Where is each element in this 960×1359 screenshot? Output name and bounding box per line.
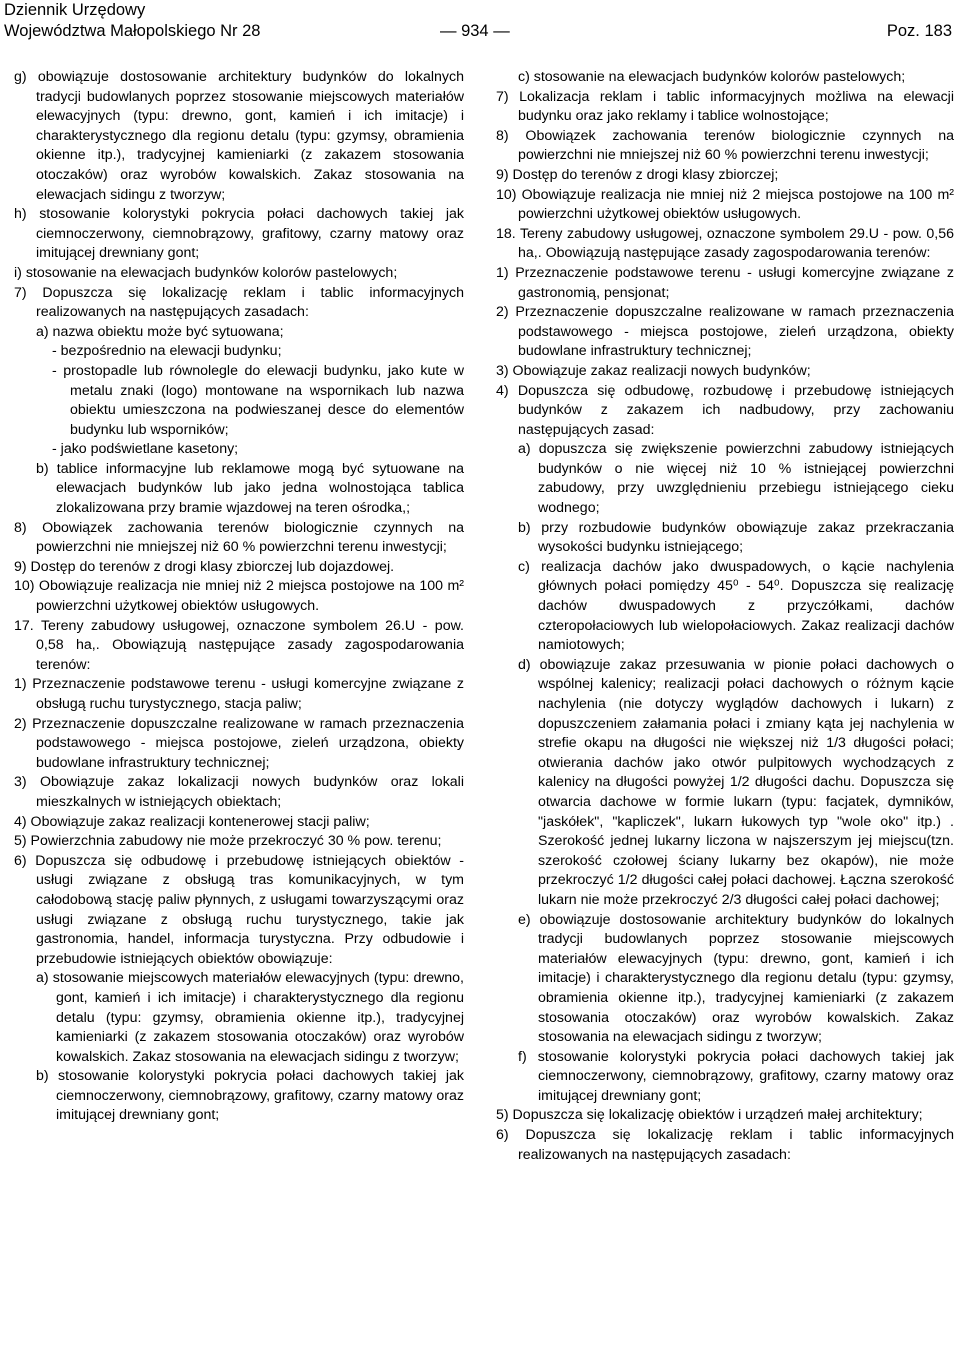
- paragraph: 2) Przeznaczenie dopuszczalne realizowane w ramach przeznaczenia podstawowego - miejsca postojowe, zieleń urządzona, obiekty budowlane infrastruktury technicznej;: [496, 304, 954, 360]
- paragraph: - bezpośrednio na elewacji budynku;: [52, 343, 282, 360]
- paragraph: e) obowiązuje dostosowanie architektury budynków do lokalnych tradycji budowlanych poprzez stosowanie miejscowych materiałów elewacyjnych (typu: drewno, gont, kamień i ich imitacje) i charakterystycznego dla regionu detalu (typu: gzymsy, obramienia okienne itp.), tradycyjnej kamieniarki (z zakazem stosowania otoczaków) oraz wyrobów kowalskich. Zakaz stosowania na elewacjach sidingu z tworzyw;: [518, 911, 954, 1046]
- paragraph: 8) Obowiązek zachowania terenów biologicznie czynnych na powierzchni nie mniejszej niż 60 % powierzchni terenu inwestycji;: [496, 127, 954, 164]
- paragraph: 3) Obowiązuje zakaz lokalizacji nowych budynków oraz lokali mieszkalnych w istniejących obiektach;: [14, 774, 464, 810]
- paragraph: 1) Przeznaczenie podstawowe terenu - usługi komercyjne związane z gastronomią, pensjonat;: [496, 264, 954, 301]
- paragraph: 5) Powierzchnia zabudowy nie może przekroczyć 30 % pow. terenu;: [14, 833, 442, 850]
- paragraph: 17. Tereny zabudowy usługowej, oznaczone symbolem 26.U - pow. 0,58 ha,. Obowiązują następujące zasady zagospodarowania terenów:: [14, 617, 464, 673]
- paragraph: b) stosowanie kolorystyki pokrycia połaci dachowych takiej jak ciemnoczerwony, ciemnobrązowy, grafitowy, czarny matowy oraz imitującej drewniany gont;: [36, 1068, 464, 1124]
- paragraph: h) stosowanie kolorystyki pokrycia połaci dachowych takiej jak ciemnoczerwony, ciemnobrązowy, grafitowy, czarny matowy oraz imitującej drewniany gont;: [14, 206, 464, 262]
- paragraph: - jako podświetlane kasetony;: [52, 441, 239, 458]
- paragraph: f) stosowanie kolorystyki pokrycia połaci dachowych takiej jak ciemnoczerwony, ciemnobrązowy, grafitowy, czarny matowy oraz imitującej drewniany gont;: [518, 1048, 954, 1104]
- paragraph: - prostopadle lub równolegle do elewacji budynku, jako kute w metalu znaki (logo) montowane na wspornikach lub nazwa obiektu umieszczona na podwieszanej desce do elementów budynku lub wsporników;: [52, 362, 464, 438]
- right-column: [496, 68, 954, 1165]
- paragraph: 5) Dopuszcza się lokalizację obiektów i urządzeń małej architektury;: [496, 1107, 923, 1124]
- journal-issue: Województwa Małopolskiego Nr 28: [4, 22, 261, 40]
- paragraph: c) realizacja dachów jako dwuspadowych, o kącie nachylenia głównych połaci pomiędzy 45⁰ - 54⁰. Dopuszcza się realizację dachów dwuspadowych z przyczółkami, dachów czteropołaciowych lub wielopołaciowych. Zakaz realizacji dachów namiotowych;: [518, 558, 954, 654]
- paragraph: 7) Lokalizacja reklam i tablic informacyjnych możliwa na elewacji budynku oraz jako reklamy i tablice wolnostojące;: [496, 88, 954, 125]
- paragraph: 18. Tereny zabudowy usługowej, oznaczone symbolem 29.U - pow. 0,56 ha,. Obowiązują następujące zasady zagospodarowania terenów:: [496, 225, 954, 262]
- page-number: — 934 —: [440, 22, 510, 40]
- position-number: Poz. 183: [886, 22, 952, 40]
- paragraph: 6) Dopuszcza się lokalizację reklam i tablic informacyjnych realizowanych na następujących zasadach:: [496, 1127, 954, 1163]
- paragraph: d) obowiązuje zakaz przesuwania w pionie połaci dachowych o wspólnej kalenicy; realizacji połaci dachowych o różnym kącie nachylenia (nie dotyczy wyglądów dachowych i lukarn) z dopuszczeniem załamania połaci i zmiany kąta jej nachylenia w strefie okapu na długości nie większej niż 1/3 długości połaci; otwierania dachów jako otwór pulpitowych wychodzących z kalenicy na długości powyżej 1/2 długości dachu. Dopuszcza się otwarcia dachowe w formie lukarn (typu: facjatek, dymników, "jaskółek", "kapliczek", lukarn łukowych typ "wole oko" itp.) . Szerokość jednej lukarny liczona w najszerszym jej miejscu(tzn. szerokość czołowej ściany lukarny bez okapów), nie może przekroczyć 1/2 długości całej połaci dachowej. Łączna szerokość lukarn nie może przekroczyć 2/3 długości całej połaci dachowej;: [518, 656, 954, 908]
- paragraph: 9) Dostęp do terenów z drogi klasy zbiorczej lub dojazdowej.: [14, 558, 395, 575]
- paragraph: g) obowiązuje dostosowanie architektury budynków do lokalnych tradycji budowlanych poprzez stosowanie miejscowych materiałów elewacyjnych (typu: drewno, gont, kamień i ich imitacje) i charakterystycznego dla regionu detalu (typu: gzymsy, obramienia okienne itp.), tradycyjnej kamieniarki (z zakazem stosowania otoczaków) oraz wyrobów kowalskich. Zakaz stosowania na elewacjach sidingu z tworzyw;: [14, 69, 464, 203]
- paragraph: b) przy rozbudowie budynków obowiązuje zakaz przekraczania wysokości budynku istniejącego;: [518, 519, 954, 556]
- paragraph: a) dopuszcza się zwiększenie powierzchni zabudowy istniejących budynków o nie więcej niż 10 % istniejącej powierzchni zabudowy, przy uwzględnieniu przebiegu istniejącego cieku wodnego;: [518, 441, 954, 517]
- paragraph: 10) Obowiązuje realizacja nie mniej niż 2 miejsca postojowe na 100 m² powierzchni użytkowej obiektów usługowych.: [14, 578, 464, 615]
- paragraph: b) tablice informacyjne lub reklamowe mogą być sytuowane na elewacjach budynków lub jako jedna wolnostojąca tablica zlokalizowana przy bramie wjazdowej na teren ośrodka,;: [36, 460, 464, 517]
- left-column: [14, 68, 464, 1126]
- paragraph: 9) Dostęp do terenów z drogi klasy zbiorczej;: [496, 166, 779, 183]
- paragraph: a) nazwa obiektu może być sytuowana;: [36, 323, 284, 340]
- paragraph: 3) Obowiązuje zakaz realizacji nowych budynków;: [496, 362, 811, 379]
- paragraph: 7) Dopuszcza się lokalizację reklam i tablic informacyjnych realizowanych na następujących zasadach:: [14, 284, 464, 321]
- paragraph: 8) Obowiązek zachowania terenów biologicznie czynnych na powierzchni nie mniejszej niż 60 % powierzchni terenu inwestycji;: [14, 519, 464, 556]
- paragraph: 2) Przeznaczenie dopuszczalne realizowane w ramach przeznaczenia podstawowego - miejsca postojowe, zieleń urządzona, obiekty budowlane infrastruktury technicznej;: [14, 715, 464, 771]
- paragraph: 6) Dopuszcza się odbudowę i przebudowę istniejących obiektów - usługi związane z obsługą tras komunikacyjnych, w tym całodobową stację paliw płynnych, z usługami towarzyszącymi oraz usługi związane z obsługą ruchu turystycznego, takie jak gastronomia, handel, informacja turystyczna. Przy odbudowie i przebudowie istniejących obiektów obowiązuje:: [14, 852, 464, 967]
- paragraph: i) stosowanie na elewacjach budynków kolorów pastelowych;: [14, 264, 398, 281]
- paragraph: 1) Przeznaczenie podstawowe terenu - usługi komercyjne związane z obsługą ruchu turystycznego, stacja paliw;: [14, 676, 464, 712]
- paragraph: 4) Dopuszcza się odbudowę, rozbudowę i przebudowę istniejących budynków z zakazem ich nadbudowy, przy zachowaniu następujących zasad:: [496, 382, 954, 438]
- journal-title: [4, 0, 260, 42]
- paragraph: c) stosowanie na elewacjach budynków kolorów pastelowych;: [518, 69, 906, 85]
- paragraph: 10) Obowiązuje realizacja nie mniej niż 2 miejsca postojowe na 100 m² powierzchni użytkowej obiektów usługowych.: [496, 186, 954, 223]
- paragraph: a) stosowanie miejscowych materiałów elewacyjnych (typu: drewno, gont, kamień i ich imitacje) i charakterystycznego dla regionu detalu (typu: gzymsy, obramienia okienne itp.), tradycyjnej kamieniarki (z zakazem stosowania otoczaków) oraz wyrobów kowalskich. Zakaz stosowania na elewacjach sidingu z tworzyw;: [36, 970, 464, 1065]
- journal-name: Dziennik Urzędowy: [4, 1, 146, 19]
- paragraph: 4) Obowiązuje zakaz realizacji kontenerowej stacji paliw;: [14, 813, 370, 830]
